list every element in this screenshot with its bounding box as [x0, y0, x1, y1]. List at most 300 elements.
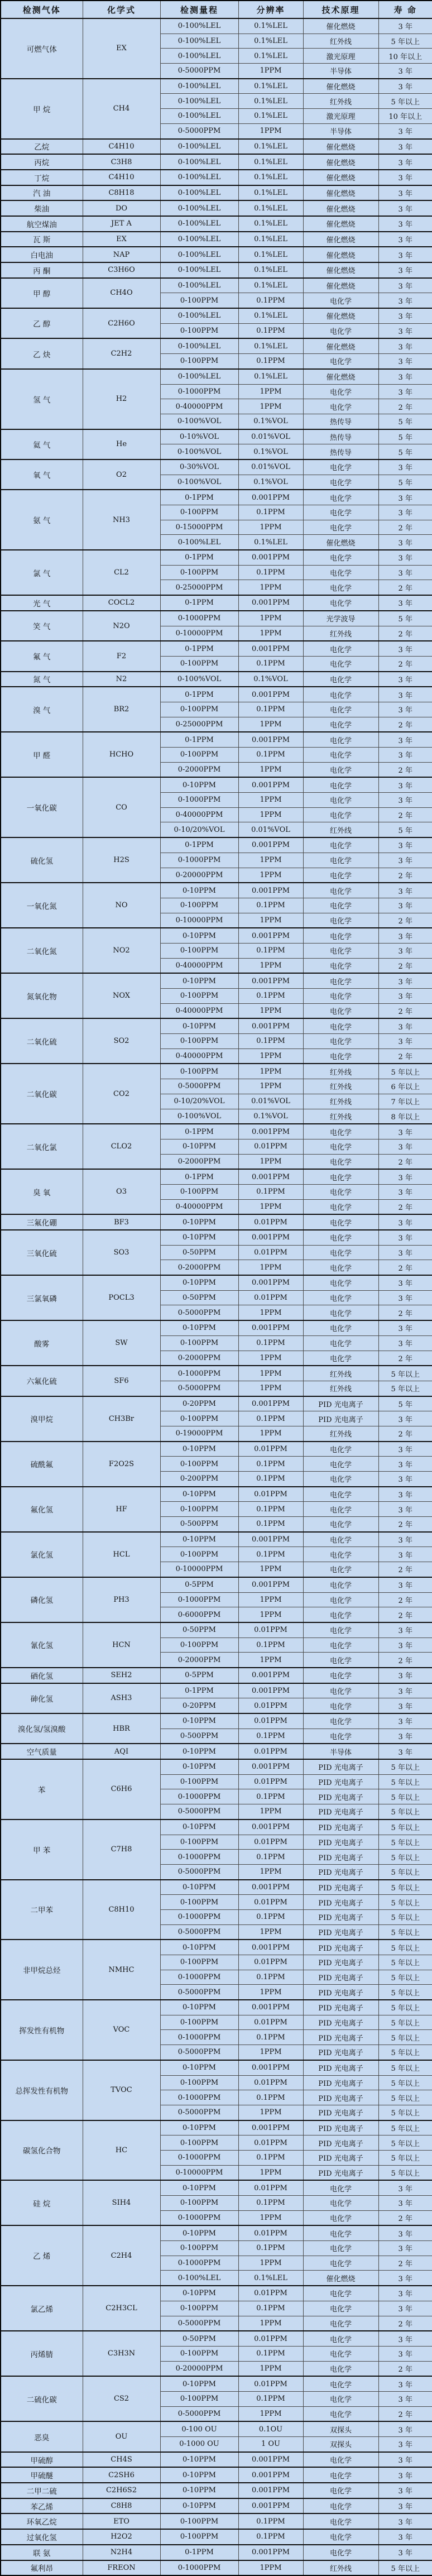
lifespan-cell: 3 年	[378, 883, 432, 898]
resolution-cell: 1PPM	[238, 1079, 303, 1094]
chemical-formula-cell: PH3	[83, 1577, 160, 1622]
gas-name-cell: 三氟化硼	[1, 1214, 83, 1230]
principle-cell: 催化燃烧	[303, 185, 378, 201]
lifespan-cell: 2 年	[378, 762, 432, 777]
chemical-formula-cell: CH4S	[83, 2452, 160, 2468]
gas-name-cell: 甲 烷	[1, 79, 83, 139]
range-cell: 0-10PPM	[160, 1713, 238, 1728]
lifespan-cell: 3 年	[378, 1018, 432, 1033]
resolution-cell: 1PPM	[238, 123, 303, 138]
resolution-cell: 0.1PPM	[238, 2346, 303, 2361]
range-cell: 0-100%LEL	[160, 262, 238, 278]
lifespan-cell: 3 年	[378, 1275, 432, 1290]
range-cell: 0-19000PPM	[160, 1426, 238, 1441]
resolution-cell: 0.001PPM	[238, 1668, 303, 1683]
gas-name-cell: 酸雾	[1, 1320, 83, 1366]
resolution-cell: 0.1%LEL	[238, 94, 303, 109]
lifespan-cell: 3 年	[378, 1139, 432, 1154]
chemical-formula-cell: SO3	[83, 1230, 160, 1275]
chemical-formula-cell: CH3Br	[83, 1396, 160, 1442]
principle-cell: PID 光电离子	[303, 2000, 378, 2015]
resolution-cell: 1PPM	[238, 626, 303, 641]
lifespan-cell: 5 年	[378, 414, 432, 429]
range-cell: 0-5000PPM	[160, 64, 238, 79]
range-cell: 0-100PPM	[160, 1895, 238, 1910]
resolution-cell: 0.1PPM	[238, 702, 303, 717]
table-row	[1, 79, 432, 94]
range-cell: 0-100PPM	[160, 1457, 238, 1472]
resolution-cell: 1PPM	[238, 1048, 303, 1064]
lifespan-cell: 5 年以上	[378, 1940, 432, 1955]
range-cell: 0-10PPM	[160, 2467, 238, 2483]
resolution-cell: 0.01PPM	[238, 1713, 303, 1728]
chemical-formula-cell: CH4	[83, 79, 160, 139]
lifespan-cell: 5 年以上	[378, 1955, 432, 1970]
lifespan-cell: 3 年	[378, 200, 432, 216]
gas-name-cell: 丙烯腈	[1, 2331, 83, 2376]
lifespan-cell: 5 年以上	[378, 2090, 432, 2105]
range-cell: 0-40000PPM	[160, 1199, 238, 1214]
lifespan-cell: 5 年以上	[378, 1985, 432, 2000]
principle-cell: PID 光电离子	[303, 1759, 378, 1774]
principle-cell: 电化学	[303, 958, 378, 973]
principle-cell: 双探头	[303, 2437, 378, 2452]
resolution-cell: 0.001PPM	[238, 883, 303, 898]
principle-cell: 催化燃烧	[303, 262, 378, 278]
range-cell: 0-100PPM	[160, 2529, 238, 2545]
gas-name-cell: 碳氢化合物	[1, 2120, 83, 2181]
principle-cell: 催化燃烧	[303, 535, 378, 550]
table-row	[1, 2060, 432, 2075]
principle-cell: PID 光电离子	[303, 1895, 378, 1910]
resolution-cell: 0.01PPM	[238, 2286, 303, 2301]
resolution-cell: 0.01PPM	[238, 1955, 303, 1970]
table-row	[1, 837, 432, 853]
table-row	[1, 973, 432, 988]
principle-cell: 电化学	[303, 2483, 378, 2498]
lifespan-cell: 2 年	[378, 656, 432, 671]
chemical-formula-cell: ASH3	[83, 1683, 160, 1713]
range-cell: 0-500PPM	[160, 1728, 238, 1744]
resolution-cell: 0.1PPM	[238, 1850, 303, 1865]
range-cell: 0-1000PPM	[160, 793, 238, 808]
resolution-cell: 0.001PPM	[238, 687, 303, 702]
table-row	[1, 490, 432, 505]
lifespan-cell: 3 年	[378, 2467, 432, 2483]
range-cell: 0-20PPM	[160, 1698, 238, 1713]
lifespan-cell: 3 年	[378, 1457, 432, 1472]
resolution-cell: 1PPM	[238, 2105, 303, 2120]
principle-cell: 电化学	[303, 2180, 378, 2195]
principle-cell: 红外线	[303, 94, 378, 109]
lifespan-cell: 3 年	[378, 2196, 432, 2211]
gas-name-cell: 氟化氢	[1, 1487, 83, 1532]
resolution-cell: 1PPM	[238, 2165, 303, 2180]
range-cell: 0-2000PPM	[160, 762, 238, 777]
lifespan-cell: 3 年	[378, 595, 432, 611]
principle-cell: 电化学	[303, 2346, 378, 2361]
range-cell: 0-10000PPM	[160, 1562, 238, 1577]
table-row	[1, 1577, 432, 1592]
gas-name-cell: 总挥发性有机物	[1, 2060, 83, 2120]
lifespan-cell: 2 年	[378, 868, 432, 883]
principle-cell: 电化学	[303, 898, 378, 913]
principle-cell: PID 光电离子	[303, 1396, 378, 1411]
range-cell: 0-6000PPM	[160, 1607, 238, 1622]
gas-name-cell: 硫化氢	[1, 837, 83, 883]
resolution-cell: 0.1PPM	[238, 943, 303, 958]
chemical-formula-cell: He	[83, 429, 160, 459]
principle-cell: 催化燃烧	[303, 2271, 378, 2286]
resolution-cell: 0.01PPM	[238, 1835, 303, 1850]
range-cell: 0-100%LEL	[160, 18, 238, 33]
range-cell: 0-100PPM	[160, 748, 238, 763]
principle-cell: 半导体	[303, 1744, 378, 1759]
principle-cell: 红外线	[303, 1109, 378, 1124]
range-cell: 0-10/20%VOL	[160, 1094, 238, 1109]
gas-name-cell: 柴油	[1, 200, 83, 216]
lifespan-cell: 3 年	[378, 702, 432, 717]
resolution-cell: 0.01PPM	[238, 1214, 303, 1230]
range-cell: 0-10%VOL	[160, 429, 238, 444]
table-row	[1, 2286, 432, 2301]
chemical-formula-cell: HCL	[83, 1532, 160, 1577]
chemical-formula-cell: C4H10	[83, 139, 160, 155]
resolution-cell: 0.1%LEL	[238, 216, 303, 232]
table-row	[1, 429, 432, 444]
range-cell: 0-1000PPM	[160, 611, 238, 626]
lifespan-cell: 3 年	[378, 384, 432, 399]
lifespan-cell: 3 年	[378, 170, 432, 185]
gas-name-cell: 二氧化碳	[1, 1064, 83, 1124]
range-cell: 0-1000PPM	[160, 1850, 238, 1865]
lifespan-cell: 3 年	[378, 1214, 432, 1230]
principle-cell: 电化学	[303, 550, 378, 565]
table-row	[1, 1230, 432, 1245]
lifespan-cell: 2 年	[378, 1351, 432, 1366]
chemical-formula-cell: SO2	[83, 1018, 160, 1064]
lifespan-cell: 3 年	[378, 1728, 432, 1744]
principle-cell: 红外线	[303, 626, 378, 641]
range-cell: 0-100PPM	[160, 2015, 238, 2030]
resolution-cell: 1PPM	[238, 580, 303, 595]
lifespan-cell: 3 年	[378, 2271, 432, 2286]
principle-cell: 电化学	[303, 1169, 378, 1184]
lifespan-cell: 3 年	[378, 943, 432, 958]
principle-cell: 电化学	[303, 1457, 378, 1472]
range-cell: 0-5000PPM	[160, 1985, 238, 2000]
lifespan-cell: 3 年	[378, 853, 432, 868]
lifespan-cell: 3 年	[378, 2529, 432, 2545]
lifespan-cell: 3 年	[378, 2286, 432, 2301]
range-cell: 0-1PPM	[160, 837, 238, 853]
range-cell: 0-100PPM	[160, 505, 238, 520]
range-cell: 0-100PPM	[160, 323, 238, 338]
range-cell: 0-10PPM	[160, 2286, 238, 2301]
principle-cell: 电化学	[303, 1577, 378, 1592]
range-cell: 0-5000PPM	[160, 1804, 238, 1820]
chemical-formula-cell: HCN	[83, 1622, 160, 1668]
range-cell: 0-100%VOL	[160, 414, 238, 429]
range-cell: 0-1000 OU	[160, 2437, 238, 2452]
gas-name-cell: 硫酰氟	[1, 1442, 83, 1487]
resolution-cell: 1PPM	[238, 2406, 303, 2421]
resolution-cell: 1PPM	[238, 1305, 303, 1320]
resolution-cell: 0.001PPM	[238, 2545, 303, 2560]
range-cell: 0-2000PPM	[160, 1351, 238, 1366]
resolution-cell: 0.001PPM	[238, 2452, 303, 2468]
chemical-formula-cell: C8H10	[83, 1880, 160, 1940]
range-cell: 0-5000PPM	[160, 1305, 238, 1320]
resolution-cell: 1PPM	[238, 611, 303, 626]
range-cell: 0-100PPM	[160, 2346, 238, 2361]
chemical-formula-cell: H2O2	[83, 2529, 160, 2545]
table-row	[1, 2529, 432, 2545]
resolution-cell: 0.001PPM	[238, 973, 303, 988]
table-row	[1, 1713, 432, 1728]
principle-cell: 半导体	[303, 64, 378, 79]
resolution-cell: 0.01PPM	[238, 2376, 303, 2391]
resolution-cell: 0.001PPM	[238, 837, 303, 853]
range-cell: 0-100PPM	[160, 293, 238, 308]
range-cell: 0-100PPM	[160, 702, 238, 717]
principle-cell: 电化学	[303, 913, 378, 928]
principle-cell: 热传导	[303, 414, 378, 429]
lifespan-cell: 2 年	[378, 1653, 432, 1668]
principle-cell: 电化学	[303, 928, 378, 943]
range-cell: 0-2000PPM	[160, 1653, 238, 1668]
range-cell: 0-15000PPM	[160, 520, 238, 535]
resolution-cell: 0.001PPM	[238, 1230, 303, 1245]
range-cell: 0-1PPM	[160, 1683, 238, 1698]
resolution-cell: 0.1PPM	[238, 505, 303, 520]
lifespan-cell: 3 年	[378, 1502, 432, 1517]
range-cell: 0-10PPM	[160, 1820, 238, 1835]
chemical-formula-cell: C2SH6	[83, 2467, 160, 2483]
lifespan-cell: 3 年	[378, 1713, 432, 1728]
resolution-cell: 0.1OU	[238, 2421, 303, 2436]
principle-cell: 催化燃烧	[303, 232, 378, 247]
range-cell: 0-1000PPM	[160, 2210, 238, 2225]
chemical-formula-cell: CS2	[83, 2376, 160, 2421]
chemical-formula-cell: EX	[83, 18, 160, 79]
principle-cell: PID 光电离子	[303, 1804, 378, 1820]
table-row	[1, 369, 432, 384]
lifespan-cell: 2 年	[378, 2256, 432, 2271]
resolution-cell: 0.001PPM	[238, 732, 303, 747]
range-cell: 0-100PPM	[160, 1502, 238, 1517]
principle-cell: 催化燃烧	[303, 139, 378, 155]
lifespan-cell: 3 年	[378, 2421, 432, 2436]
table-row	[1, 459, 432, 475]
lifespan-cell: 5 年以上	[378, 1366, 432, 1381]
lifespan-cell: 3 年	[378, 1169, 432, 1184]
principle-cell: 电化学	[303, 1184, 378, 1199]
range-cell: 0-20000PPM	[160, 2361, 238, 2376]
principle-cell: 催化燃烧	[303, 278, 378, 293]
lifespan-cell: 3 年	[378, 185, 432, 201]
resolution-cell: 0.01PPM	[238, 1487, 303, 1502]
resolution-cell: 0.1%LEL	[238, 2271, 303, 2286]
range-cell: 0-10PPM	[160, 1880, 238, 1895]
principle-cell: 电化学	[303, 1562, 378, 1577]
principle-cell: PID 光电离子	[303, 1909, 378, 1924]
table-row	[1, 595, 432, 611]
chemical-formula-cell: EX	[83, 232, 160, 247]
gas-name-cell: 臭 氧	[1, 1169, 83, 1214]
range-cell: 0-1000PPM	[160, 1592, 238, 1607]
principle-cell: 催化燃烧	[303, 216, 378, 232]
chemical-formula-cell: NMHC	[83, 1940, 160, 2000]
lifespan-cell: 2 年	[378, 520, 432, 535]
chemical-formula-cell: C2H4	[83, 2225, 160, 2286]
col-header-lifespan: 寿 命	[378, 1, 432, 18]
principle-cell: 电化学	[303, 1637, 378, 1653]
lifespan-cell: 2 年	[378, 1199, 432, 1214]
lifespan-cell: 5 年	[378, 1396, 432, 1411]
table-row	[1, 1169, 432, 1184]
principle-cell: 红外线	[303, 1064, 378, 1079]
resolution-cell: 0.001PPM	[238, 2498, 303, 2514]
principle-cell: PID 光电离子	[303, 1850, 378, 1865]
lifespan-cell: 3 年	[378, 232, 432, 247]
gas-name-cell: 乙烷	[1, 139, 83, 155]
resolution-cell: 0.1%VOL	[238, 672, 303, 687]
lifespan-cell: 3 年	[378, 777, 432, 792]
resolution-cell: 1PPM	[238, 793, 303, 808]
table-row	[1, 2452, 432, 2468]
principle-cell: 电化学	[303, 520, 378, 535]
lifespan-cell: 3 年	[378, 672, 432, 687]
resolution-cell: 0.1%LEL	[238, 170, 303, 185]
gas-name-cell: 氧 气	[1, 459, 83, 490]
chemical-formula-cell: CLO2	[83, 1124, 160, 1169]
lifespan-cell: 5 年以上	[378, 2105, 432, 2120]
gas-name-cell: 白电油	[1, 247, 83, 262]
principle-cell: 红外线	[303, 1079, 378, 1094]
range-cell: 0-100%VOL	[160, 475, 238, 490]
principle-cell: 电化学	[303, 2301, 378, 2316]
lifespan-cell: 2 年	[378, 958, 432, 973]
lifespan-cell: 3 年	[378, 1320, 432, 1335]
range-cell: 0-1PPM	[160, 1169, 238, 1184]
resolution-cell: 0.1PPM	[238, 354, 303, 369]
resolution-cell: 0.1%VOL	[238, 475, 303, 490]
table-row	[1, 928, 432, 943]
lifespan-cell: 5 年以上	[378, 1895, 432, 1910]
col-header-range: 检测量程	[160, 1, 238, 18]
principle-cell: 电化学	[303, 702, 378, 717]
lifespan-cell: 3 年	[378, 535, 432, 550]
range-cell: 0-100%LEL	[160, 139, 238, 155]
lifespan-cell: 3 年	[378, 139, 432, 155]
principle-cell: 电化学	[303, 354, 378, 369]
principle-cell: PID 光电离子	[303, 2015, 378, 2030]
lifespan-cell: 3 年	[378, 2331, 432, 2346]
lifespan-cell: 5 年以上	[378, 1850, 432, 1865]
gas-name-cell: 甲硫醇	[1, 2452, 83, 2468]
resolution-cell: 0.1%LEL	[238, 139, 303, 155]
lifespan-cell: 3 年	[378, 369, 432, 384]
principle-cell: 催化燃烧	[303, 154, 378, 170]
range-cell: 0-100%LEL	[160, 2271, 238, 2286]
resolution-cell: 0.1PPM	[238, 1517, 303, 1532]
principle-cell: PID 光电离子	[303, 1985, 378, 2000]
gas-name-cell: 磷化氢	[1, 1577, 83, 1622]
resolution-cell: 1PPM	[238, 1653, 303, 1668]
range-cell: 0-100PPM	[160, 1184, 238, 1199]
range-cell: 0-1000PPM	[160, 2560, 238, 2576]
lifespan-cell: 5 年以上	[378, 2150, 432, 2165]
gas-name-cell: 甲 醛	[1, 732, 83, 777]
range-cell: 0-100%LEL	[160, 79, 238, 94]
range-cell: 0-10PPM	[160, 2000, 238, 2015]
table-row	[1, 1064, 432, 1079]
gas-name-cell: 二氧化硫	[1, 1018, 83, 1064]
resolution-cell: 1PPM	[238, 1003, 303, 1018]
principle-cell: 电化学	[303, 762, 378, 777]
resolution-cell: 0.001PPM	[238, 1124, 303, 1139]
principle-cell: 电化学	[303, 793, 378, 808]
principle-cell: 电化学	[303, 1351, 378, 1366]
range-cell: 0-30%VOL	[160, 459, 238, 475]
range-cell: 0-40000PPM	[160, 1048, 238, 1064]
table-row	[1, 1396, 432, 1411]
principle-cell: PID 光电离子	[303, 2075, 378, 2090]
lifespan-cell: 3 年	[378, 1335, 432, 1351]
range-cell: 0-100PPM	[160, 1064, 238, 1079]
range-cell: 0-10PPM	[160, 928, 238, 943]
lifespan-cell: 3 年	[378, 2545, 432, 2560]
principle-cell: 电化学	[303, 1048, 378, 1064]
table-header	[1, 1, 432, 18]
principle-cell: PID 光电离子	[303, 1789, 378, 1804]
range-cell: 0-1000PPM	[160, 853, 238, 868]
gas-name-cell: 甲 苯	[1, 1820, 83, 1880]
resolution-cell: 0.1PPM	[238, 989, 303, 1004]
resolution-cell: 0.001PPM	[238, 1683, 303, 1698]
chemical-formula-cell: O2	[83, 459, 160, 490]
resolution-cell: 0.01%VOL	[238, 429, 303, 444]
lifespan-cell: 3 年	[378, 973, 432, 988]
table-row	[1, 732, 432, 747]
table-row	[1, 1532, 432, 1547]
table-row	[1, 2513, 432, 2529]
range-cell: 0-1000PPM	[160, 384, 238, 399]
lifespan-cell: 3 年	[378, 1744, 432, 1759]
resolution-cell: 0.1%LEL	[238, 535, 303, 550]
resolution-cell: 0.1PPM	[238, 1472, 303, 1487]
range-cell: 0-1000PPM	[160, 1970, 238, 1985]
range-cell: 0-1000PPM	[160, 2150, 238, 2165]
gas-name-cell: 二硫化碳	[1, 2376, 83, 2421]
range-cell: 0-10PPM	[160, 1744, 238, 1759]
principle-cell: 热传导	[303, 444, 378, 459]
range-cell: 0-100PPM	[160, 2513, 238, 2529]
table-row	[1, 2421, 432, 2436]
resolution-cell: 0.1%LEL	[238, 247, 303, 262]
range-cell: 0-100%LEL	[160, 232, 238, 247]
resolution-cell: 1PPM	[238, 1381, 303, 1396]
table-row	[1, 2180, 432, 2195]
chemical-formula-cell: C6H6	[83, 1759, 160, 1820]
lifespan-cell: 3 年	[378, 2437, 432, 2452]
lifespan-cell: 2 年	[378, 1562, 432, 1577]
table-row	[1, 687, 432, 702]
range-cell: 0-10000PPM	[160, 626, 238, 641]
principle-cell: 电化学	[303, 1668, 378, 1683]
principle-cell: 电化学	[303, 490, 378, 505]
